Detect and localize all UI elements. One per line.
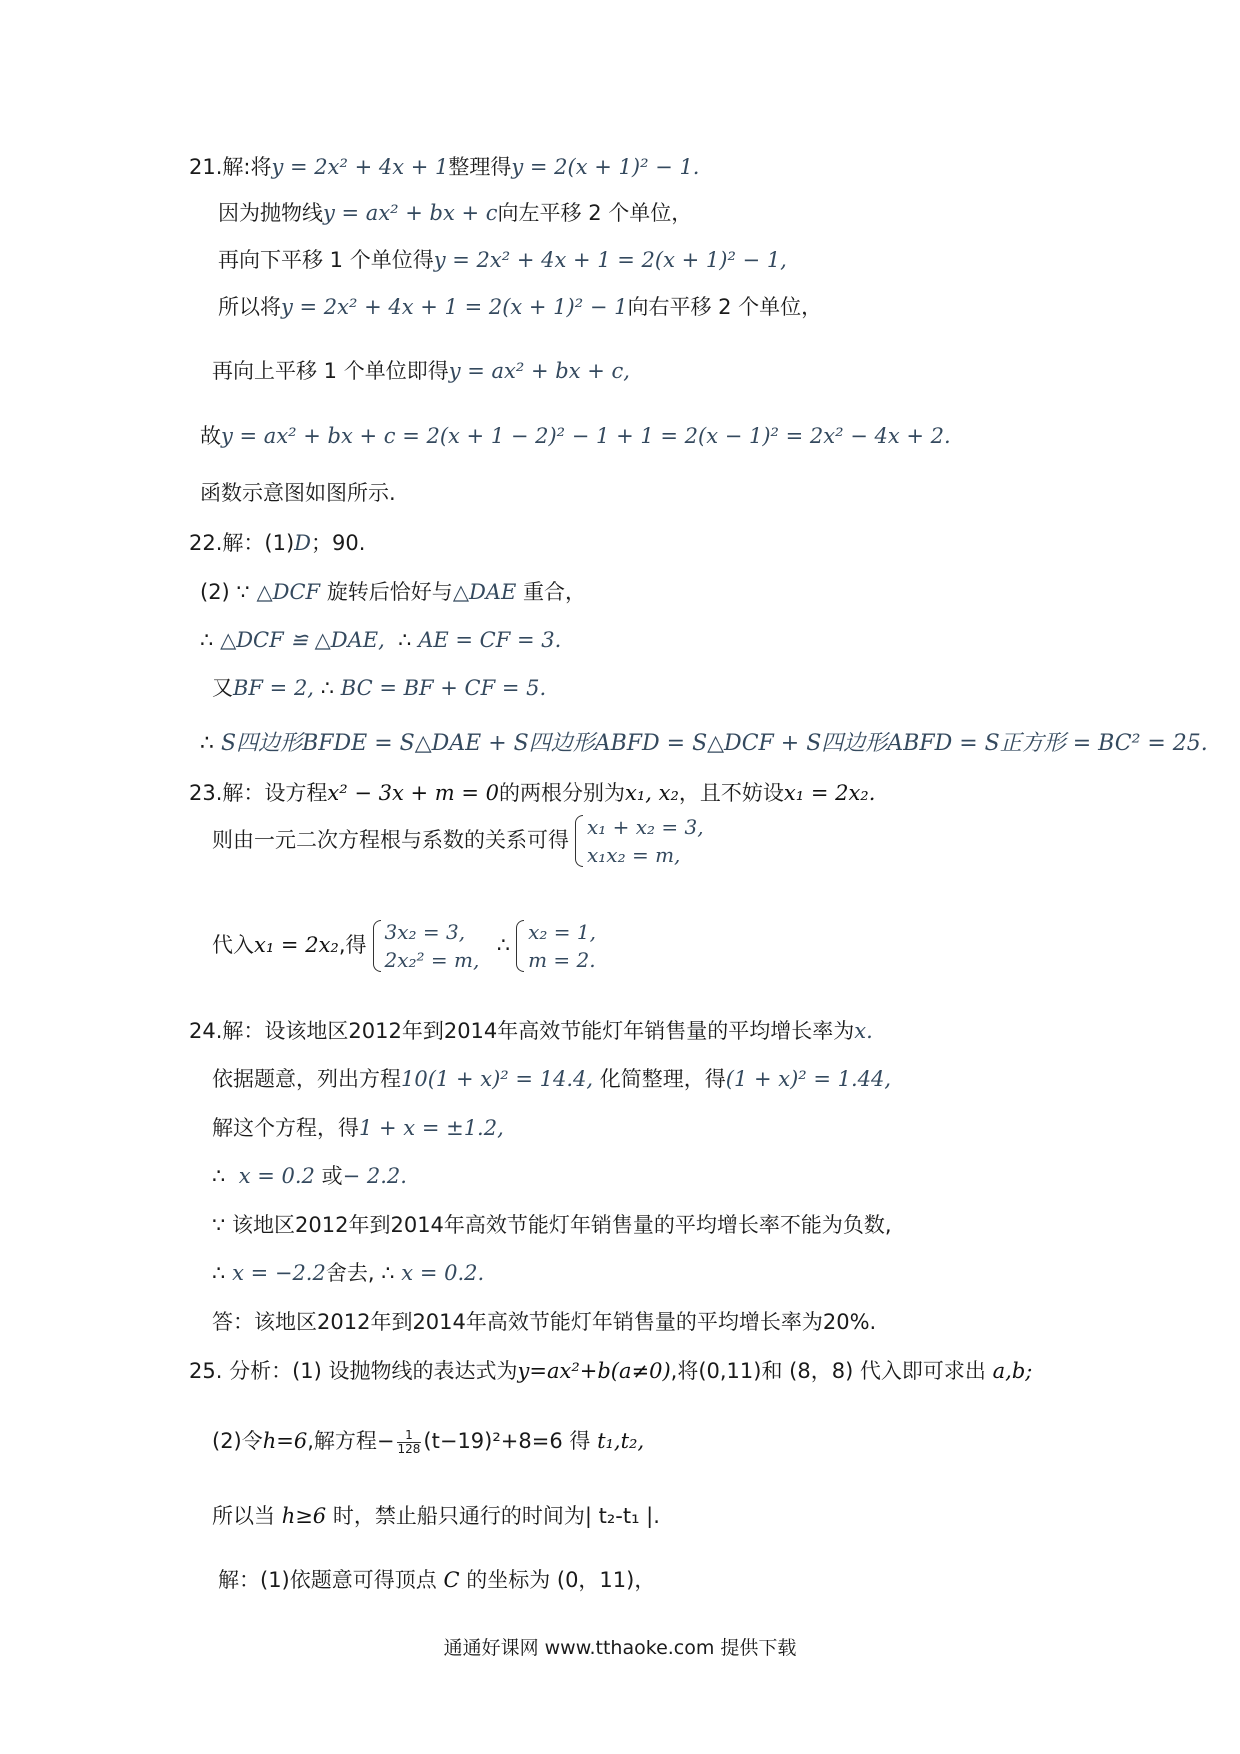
formula: y = ax² + bx + c: [323, 201, 498, 225]
formula: x₁ = 2x₂.: [783, 781, 876, 805]
text: ,解方程−: [307, 1429, 395, 1453]
text: 函数示意图如图所示.: [200, 481, 396, 505]
text: 再向下平移 1 个单位得: [218, 248, 434, 272]
formula: x² − 3x + m = 0: [327, 781, 499, 805]
text: 则由一元二次方程根与系数的关系可得: [212, 828, 569, 852]
formula: y = 2x² + 4x + 1 = 2(x + 1)² − 1: [281, 295, 628, 319]
formula: 3x₂ = 3,: [384, 920, 466, 944]
formula: − 2.2.: [342, 1164, 407, 1188]
q25-line-2: [212, 1426, 644, 1456]
formula: y = 2(x + 1)² − 1.: [511, 155, 700, 179]
formula: BF = 2,: [233, 676, 314, 700]
formula: C: [443, 1568, 460, 1592]
q21-line-7: [200, 478, 396, 508]
formula: x₂ = 1,: [528, 920, 596, 944]
text: 又: [212, 676, 233, 700]
text: ；90.: [311, 531, 366, 555]
text: ,得: [338, 933, 367, 957]
text: ∴: [381, 1261, 395, 1285]
text: ∵ 该地区2012年到2014年高效节能灯年销售量的平均增长率不能为负数,: [212, 1213, 892, 1237]
formula: △DCF ≌ △DAE,: [220, 628, 385, 652]
text: 依据题意，列出方程: [212, 1067, 401, 1091]
text: 解这个方程，得: [212, 1116, 359, 1140]
q24-line-5: [212, 1210, 892, 1240]
formula: y = ax² + bx + c,: [448, 359, 630, 383]
text: 向左平移 2 个单位，: [497, 201, 693, 225]
formula: y = 2x² + 4x + 1 = 2(x + 1)² − 1,: [433, 248, 787, 272]
text: 重合，: [522, 580, 586, 604]
numerator: 1: [405, 1427, 413, 1442]
formula: y=ax²+b(a≠0): [517, 1359, 671, 1383]
q24-line-3: [212, 1113, 504, 1143]
text: 的两根分别为: [499, 781, 625, 805]
q22-line-2: [200, 577, 586, 607]
formula: x₁ + x₂ = 3,: [587, 815, 704, 839]
formula: BC = BF + CF = 5.: [340, 676, 547, 700]
text: (t−19)²+8=6 得: [423, 1429, 591, 1453]
text: ，且不妨设: [678, 781, 784, 805]
text: 21.解:将: [189, 155, 272, 179]
text: ∴: [212, 1261, 226, 1285]
q25-line-4: [218, 1565, 655, 1595]
formula: x₂: [658, 781, 679, 805]
formula: x.: [854, 1019, 873, 1043]
q21-line-5: [212, 356, 630, 386]
q24-line-7: [212, 1307, 876, 1337]
q21-line-2: [218, 198, 692, 228]
q21-line-6: [200, 421, 951, 451]
q24-line-6: [212, 1258, 484, 1288]
formula: m = 2.: [528, 948, 596, 972]
formula: △DAE: [452, 580, 517, 604]
formula: △DCF: [256, 580, 321, 604]
formula: S四边形BFDE = S△DAE + S四边形ABFD = S△DCF + S四边形ABFD = S正方形 = BC² = 25.: [221, 731, 1208, 756]
formula: 10(1 + x)² = 14.4,: [401, 1067, 594, 1091]
text: 旋转后恰好与: [326, 580, 453, 604]
text: ∴: [200, 628, 214, 652]
formula: y = 2x² + 4x + 1: [271, 155, 449, 179]
text: 24.解：设该地区2012年到2014年高效节能灯年销售量的平均增长率为: [189, 1019, 855, 1043]
text: 化简整理，得: [599, 1067, 726, 1091]
formula: 2x₂² = m,: [384, 948, 480, 972]
formula: | t₂-t₁ |.: [584, 1504, 660, 1528]
text: ∴: [496, 933, 511, 957]
text: 舍去,: [325, 1261, 375, 1285]
equation-system: [573, 813, 704, 869]
q21-line-1: [189, 152, 699, 182]
q21-line-4: [218, 292, 822, 322]
text: 答：该地区2012年到2014年高效节能灯年销售量的平均增长率为20%.: [212, 1310, 877, 1334]
q24-line-4: [212, 1161, 407, 1191]
page-footer: 通通好课网 www.tthaoke.com 提供下载: [443, 1637, 797, 1659]
formula: h≥6: [281, 1504, 327, 1528]
formula: x = 0.2: [238, 1164, 315, 1188]
q22-line-5: [200, 729, 1208, 759]
formula: x₁x₂ = m,: [587, 843, 681, 867]
formula: y = ax² + bx + c = 2(x + 1 − 2)² − 1 + 1 = 2(x − 1)² = 2x² − 4x + 2.: [221, 424, 951, 448]
text: 整理得: [448, 155, 512, 179]
text: ∴: [212, 1164, 226, 1188]
text: ∴: [398, 628, 412, 652]
text: 所以当: [212, 1504, 275, 1528]
denominator: 128: [397, 1441, 421, 1456]
text: 代入: [212, 933, 254, 957]
q24-line-2: [212, 1064, 891, 1094]
text: 向右平移 2 个单位，: [627, 295, 823, 319]
q22-line-3: [200, 625, 561, 655]
formula: x₁,: [625, 781, 652, 805]
text: 所以将: [218, 295, 281, 319]
formula: (1 + x)² = 1.44,: [725, 1067, 892, 1091]
equation-system: [514, 918, 596, 974]
text: 时，禁止船只通行的时间为: [332, 1504, 585, 1528]
formula: h=6: [262, 1429, 308, 1453]
text: 解：(1)依题意可得顶点: [218, 1568, 437, 1592]
fraction: [397, 1429, 422, 1456]
q22-line-1: [189, 528, 365, 558]
q23-line-3: [212, 915, 600, 975]
q21-line-3: [218, 245, 787, 275]
formula: x = −2.2: [232, 1261, 326, 1285]
text: ∴: [320, 676, 335, 700]
text: ∴: [200, 731, 214, 756]
formula: a,b;: [992, 1359, 1033, 1383]
q24-line-1: [189, 1016, 873, 1046]
formula: AE = CF = 3.: [418, 628, 562, 652]
formula: x₁ = 2x₂: [254, 933, 339, 957]
text: 因为抛物线: [218, 201, 323, 225]
text: 的坐标为 (0，11)，: [466, 1568, 656, 1592]
q23-line-1: [189, 778, 875, 808]
text: 25. 分析：(1) 设抛物线的表达式为: [189, 1359, 518, 1383]
text: 再向上平移 1 个单位即得: [212, 359, 449, 383]
formula: x = 0.2.: [401, 1261, 485, 1285]
q25-line-3: [212, 1501, 660, 1531]
text: (2)令: [212, 1429, 263, 1453]
q22-line-4: [212, 673, 546, 703]
text: 22.解：(1): [189, 531, 295, 555]
text: 23.解：设方程: [189, 781, 328, 805]
text: 或: [321, 1164, 343, 1188]
equation-system: [371, 918, 480, 974]
q25-line-1: [189, 1356, 1032, 1386]
formula: 1 + x = ±1.2,: [359, 1116, 504, 1140]
text: ,将(0,11)和 (8，8) 代入即可求出: [670, 1359, 986, 1383]
text: 故: [200, 424, 221, 448]
text: (2) ∵: [200, 580, 250, 604]
formula: t₁,t₂,: [597, 1429, 645, 1453]
formula: D: [294, 531, 311, 555]
q23-line-2: [212, 810, 708, 870]
